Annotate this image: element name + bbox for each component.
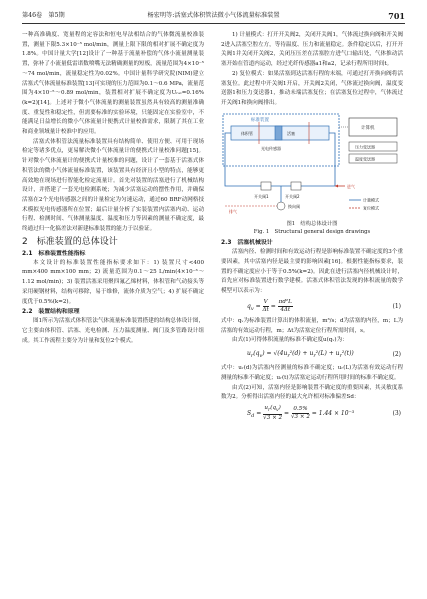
- pipe-left: [225, 133, 261, 186]
- page-number: 701: [388, 11, 405, 21]
- equation-number: (3): [392, 409, 401, 417]
- paragraph: 由式(1)可得体积流量的标准不确定度u(qᵥ)为：: [232, 337, 348, 344]
- legend-meter-label: 计量模式: [363, 197, 379, 203]
- device-label: 标准装置: [251, 117, 269, 123]
- in-arrow-head: [335, 184, 338, 187]
- paragraph: 本文设计的标准装置性能指标要求如下：1) 装置尺寸<400 mm×400 mm×100 mm；2) 流量范围为0.1～25 L/min(4×10⁻³～1.12 mol/min)；3) 装置活塞采用聚四氟乙烯材料，体积管和气动接头等采用硬钢材料，结构可移除，易于维修，流体介质为空气；4) 扩展不确定度优于0.5%(k=2)。: [22, 259, 204, 305]
- pipe-right: [301, 133, 335, 186]
- switch-valve-2: [291, 182, 301, 190]
- switch2-label: 开关阀2: [285, 193, 300, 199]
- left-column: [22, 31, 204, 346]
- pressure-label: 压力变送器: [355, 144, 375, 150]
- exhaust-label: 排气: [229, 208, 237, 214]
- subsection-heading: 2.3 活塞机械设计: [221, 240, 273, 247]
- sensor-label: 光电传感器: [261, 145, 281, 151]
- switch-valve-1: [261, 182, 271, 190]
- paragraph: 式中：qᵥ为标准装置计算出的体积流量，m³/s；d为活塞的内径，m；L为活塞的有效运动行程，m；Δt为活塞定位行程所需时间，s。: [221, 318, 403, 334]
- piston-label: 活塞: [287, 130, 295, 136]
- paragraph: 2) 复位模式：如果活塞到达活塞行程的末端，可通过打开换向阀将活塞复位。此过程中开关阀1开启，开关阀2关闭，气体流过换向阀，温度变送器1和压力变送器1，推动未端活塞复位；在活塞复位过程中，气体流过开关阀1和换向阀排出。: [221, 70, 403, 106]
- figure-caption-cn: 图1 结构总体设计图: [286, 221, 338, 228]
- running-title: 杨宏明等:活塞式体积管法微小气体流量标准装置: [147, 12, 280, 19]
- paragraph: 活塞式体积管法流量标准装置具有结构简单、使用方便、可用于现场检定等诸多优点，更易解决微小气体流量计的便携式计量校准问题[15]。针对微小气体流量计的便携式计量校准的问题，设计了一套基于活塞式体积管法的微小气体流量标准装置，该装置具有经济且小型的特点，能够更高效地在现场进行智能化检定流量计。首先对装置的活塞进行了机械结构设计，并搭建了一套光电检测系统；为减少活塞运动的摆性作用，并确保活塞在2个光电传感器之间的计量检定为匀速运动，通过60 BRF动网格技术模拟光电传感器所在位置；最后计量分析了实装装置内活塞内动、运动行程、检测时间、气体测量温度、温度和压力等因素的测量不确定度，最终通过归一化搞差法对新建标准装置的能力于以验证。: [22, 138, 204, 233]
- equation-3: $S_d$ = $\frac{u_r(q_v)}{√3 \times 2}$ = $\frac{0.5\%}{√3 \times 2}$ = 1.44 × 10⁻³ (3): [247, 405, 401, 422]
- journal-volume: 第46卷 第5期: [22, 12, 65, 19]
- equation-1: $q_v$ = $\frac{V}{\Delta t}$ = $\frac{\text{πd²L}}{4\Delta t}$ (1): [247, 298, 401, 313]
- paragraph: 图1所示为活塞式体积管法气体流量标准装置搭建的结构总体设计图，它主要由体积管、活塞、光电检测、压力温度测量、阀门及多管路设计组成。其工作流程主要分为计量和复位2个模式。: [22, 318, 204, 344]
- temp-label: 温度变送器: [355, 156, 375, 162]
- structure-diagram: [221, 112, 403, 216]
- computer-label: 计算机: [361, 125, 375, 131]
- reversing-valve: [277, 202, 285, 210]
- paragraph: 由式(2)可知，活塞内径是影响装置不确定度的重要因素，其灵敏度系数为2。分析得出活塞内径的最大允许相对标准偏差Sd：: [221, 384, 403, 401]
- reversing-label: 换向阀: [288, 203, 300, 209]
- subsection-heading: 2.2 装置结构和原理: [22, 309, 80, 316]
- right-column: [221, 31, 403, 424]
- equation-number: (2): [392, 351, 401, 359]
- tube-label: 体积管: [241, 130, 253, 136]
- subsection-heading: 2.1 标准装置性能指标: [22, 250, 86, 257]
- figure-structure: [221, 112, 403, 237]
- paragraph: 活塞内径、检测时间和有效运动行程是影响标准装置不确定度的3个重要因素，其中活塞内径是最主要的影响因素[16]。根据性能指标要求，装置的不确定度应小于等于0.5%(k=2)。因此在进行活塞内径机械设计时，首先应对标准装置进行数学建模。活塞式体积管法发现的体积流量的数学模型可以表示为：: [221, 249, 403, 295]
- piston-shape: [275, 126, 282, 140]
- equation-number: (1): [392, 302, 401, 310]
- legend-reset-label: 复位模式: [363, 205, 379, 211]
- in-label: 进气: [347, 183, 355, 189]
- section-heading: 2 标准装置的总体设计: [22, 236, 118, 247]
- equation-2: $u_r(q_v) = √(4u_r^2(d) + u_r^2(L) + u_r^2(t))$ (2): [247, 350, 401, 360]
- paragraph: 一种高准确度、宽量程的定容法和恒电导法相结合的气体微流量校准装置，测量下限5.3×10⁻⁵ mol/min，测量上限下限的相对扩展不确定度为1.8%。中国计量大学[12]设计了一种基于流量补偿的气体小流量测量装置，弥补了小流量低雷诺数喷嘴无法精确测量的短板，流量范围为4×10⁻⁵～74 mol/min，流量稳定性为0.02%。中国计量科学研究院(NIM)建立活塞式气体流量标准装置[13]可实现的压力范围为0.1～0.6 MPa，流量范围为4×10⁻⁵～0.89 mol/min，装置相对扩展不确定度为Uᵣₑₗ=0.16%(k=2)[14]。上述对于微小气体流量的测量装置虽然具有较高的测量准确度、重复性和稳定性，但需要标准的实验环境，只能固定在实验室中，不能满足日益增长的微小气体流量计便携式计量校准需求，限制了其在工业和商业领域量计校准中的应用。: [22, 32, 204, 136]
- running-header: [22, 9, 405, 24]
- figure-caption-en: Fig. 1 Structural general design drawings: [253, 229, 371, 236]
- switch1-label: 开关阀1: [254, 193, 269, 199]
- paragraph: 1) 计量模式：打开开关阀2，关闭开关阀1，气体流过换向阀和开关阀2进入活塞空腔左方，等待温度、压力和流量稳定。条件稳定以后，打开开关阀1并关闭开关阀2，关闭压压差在活塞腔方进气口输出处，气体推动活塞开始在管道内运动，经过光纤传感器a1和a2，记录行程所用时间t。: [221, 32, 403, 68]
- paragraph: 式中：uᵣ(d)为活塞内径测量的标准不确定度；uᵣ(L)为活塞有效运动行程测量的标准不确定度；uᵣ(t)为活塞定运动行程所用时间的标准不确定度。: [221, 365, 403, 382]
